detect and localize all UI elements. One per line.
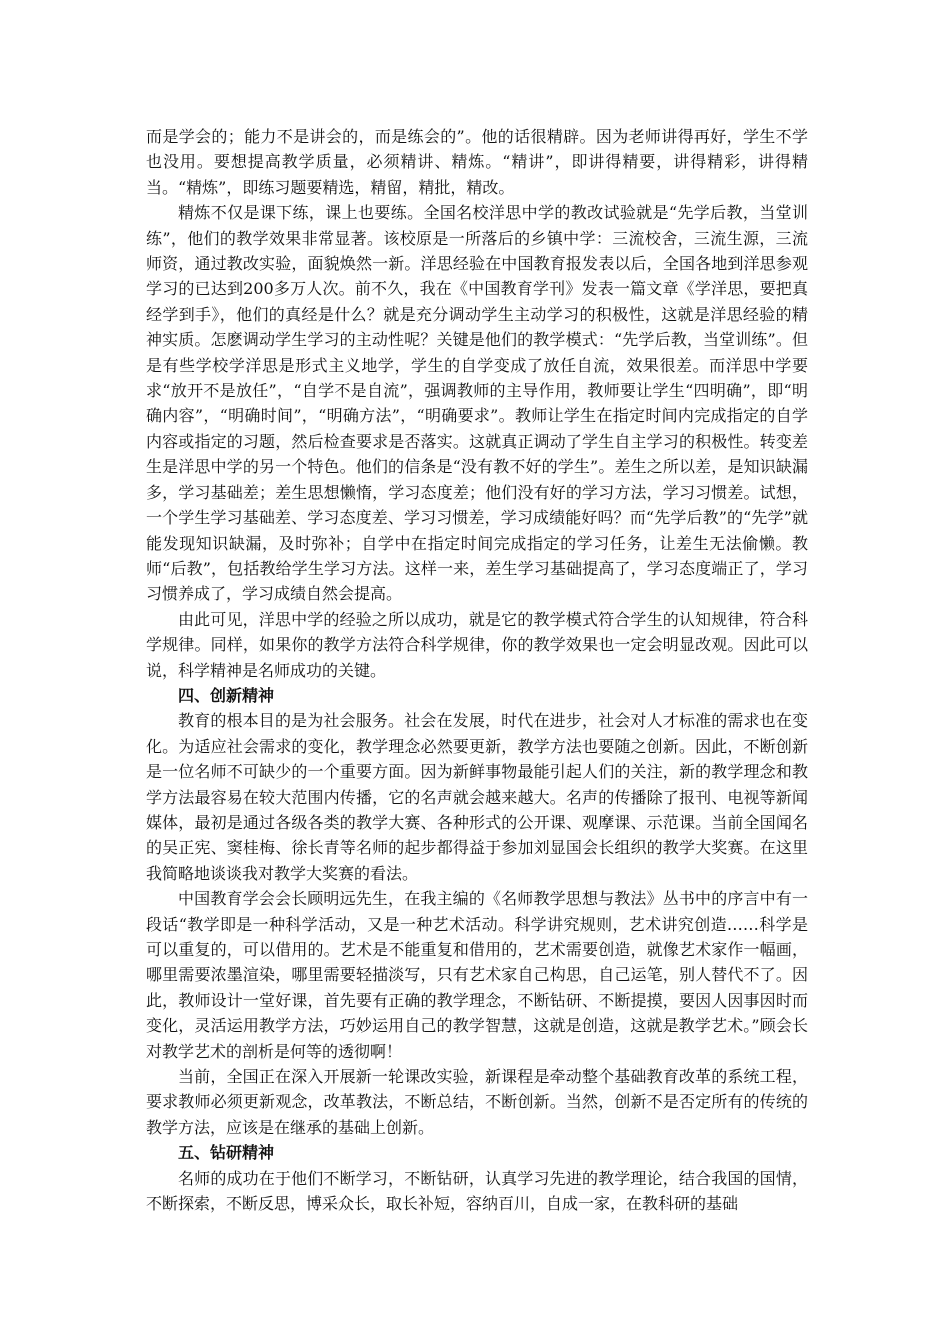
paragraph-5: 中国教育学会会长顾明远先生，在我主编的《名师教学思想与教法》丛书中的序言中有一段话“教学即是一种科学活动，又是一种艺术活动。科学讲究规则，艺术讲究创造……科学是可以重复的，可以借用的。艺术是不能重复和借用的，艺术需要创造，就像艺术家作一幅画，哪里需要浓墨渲染，哪里需要轻描淡写，只有艺术家自己构思，自己运笔，别人替代不了。因此，教师设计一堂好课，首先要有正确的教学理念，不断钻研、不断提摸，要因人因事因时而变化，灵活运用教学方法，巧妙运用自己的教学智慧，这就是创造，这就是教学艺术。”顾会长对教学艺术的剖析是何等的透彻啊！ [146, 889, 808, 1061]
section-heading-research: 五、钻研精神 [178, 1143, 275, 1163]
paragraph-1: 而是学会的；能力不是讲会的，而是练会的”。他的话很精辟。因为老师讲得再好，学生不学也没用。要想提高教学质量，必须精讲、精炼。“精讲”，即讲得精要，讲得精彩，讲得精当。“精炼”，即练习题要精选，精留，精批，精改。 [146, 127, 808, 197]
paragraph-7: 名师的成功在于他们不断学习，不断钻研，认真学习先进的教学理论，结合我国的国情，不断探索，不断反思，博采众长，取长补短，容纳百川，自成一家，在教科研的基础 [146, 1168, 808, 1214]
document-page [146, 124, 808, 1216]
paragraph-4: 教育的根本目的是为社会服务。社会在发展，时代在进步，社会对人才标准的需求也在变化。为适应社会需求的变化，教学理念必然要更新，教学方法也要随之创新。因此，不断创新是一位名师不可缺少的一个重要方面。因为新鲜事物最能引起人们的关注，新的教学理念和教学方法最容易在较大范围内传播，它的名声就会越来越大。名声的传播除了报刊、电视等新闻媒体，最初是通过各级各类的教学大赛、各种形式的公开课、观摩课、示范课。当前全国闻名的吴正宪、窦桂梅、徐长青等名师的起步都得益于参加刘显国会长组织的教学大奖赛。在这里我简略地谈谈我对教学大奖赛的看法。 [146, 711, 808, 883]
paragraph-2: 精炼不仅是课下练，课上也要练。全国名校洋思中学的教改试验就是“先学后教，当堂训练”，他们的教学效果非常显著。该校原是一所落后的乡镇中学：三流校舍，三流生源，三流师资，通过教改实验，面貌焕然一新。洋思经验在中国教育报发表以后，全国各地到洋思参观学习的已达到200多万人次。前不久，我在《中国教育学刊》发表一篇文章《学洋思，要把真经学到手》，他们的真经是什么？就是充分调动学生主动学习的积极性，这就是洋思经验的精神实质。怎麽调动学生学习的主动性呢？关键是他们的教学模式：“先学后教，当堂训练”。但是有些学校学洋思是形式主义地学，学生的自学变成了放任自流，效果很差。而洋思中学要求“放开不是放任”，“自学不是自流”，强调教师的主导作用，教师要让学生“四明确”，即“明确内容”，“明确时间”，“明确方法”，“明确要求”。教师让学生在指定时间内完成指定的自学内容或指定的习题，然后检查要求是否落实。这就真正调动了学生自主学习的积极性。转变差生是洋思中学的另一个特色。他们的信条是“没有教不好的学生”。差生之所以差，是知识缺漏多，学习基础差；差生思想懒惰，学习态度差；他们没有好的学习方法，学习习惯差。试想，一个学生学习基础差、学习态度差、学习习惯差，学习成绩能好吗？而“先学后教”的“先学”就能发现知识缺漏，及时弥补；自学中在指定时间完成指定的学习任务，让差生无法偷懒。教师“后教”，包括教给学生学习方法。这样一来，差生学习基础提高了，学习态度端正了，学习习惯养成了，学习成绩自然会提高。 [146, 203, 808, 604]
paragraph-6: 当前，全国正在深入开展新一轮课改实验，新课程是牵动整个基础教育改革的系统工程，要求教师必须更新观念，改革教法，不断总结，不断创新。当然，创新不是否定所有的传统的教学方法，应该是在继承的基础上创新。 [146, 1067, 808, 1137]
section-heading-innovation: 四、创新精神 [178, 685, 275, 705]
paragraph-3: 由此可见，洋思中学的经验之所以成功，就是它的教学模式符合学生的认知规律，符合科学规律。同样，如果你的教学方法符合科学规律，你的教学效果也一定会明显改观。因此可以说，科学精神是名师成功的关键。 [146, 609, 808, 680]
